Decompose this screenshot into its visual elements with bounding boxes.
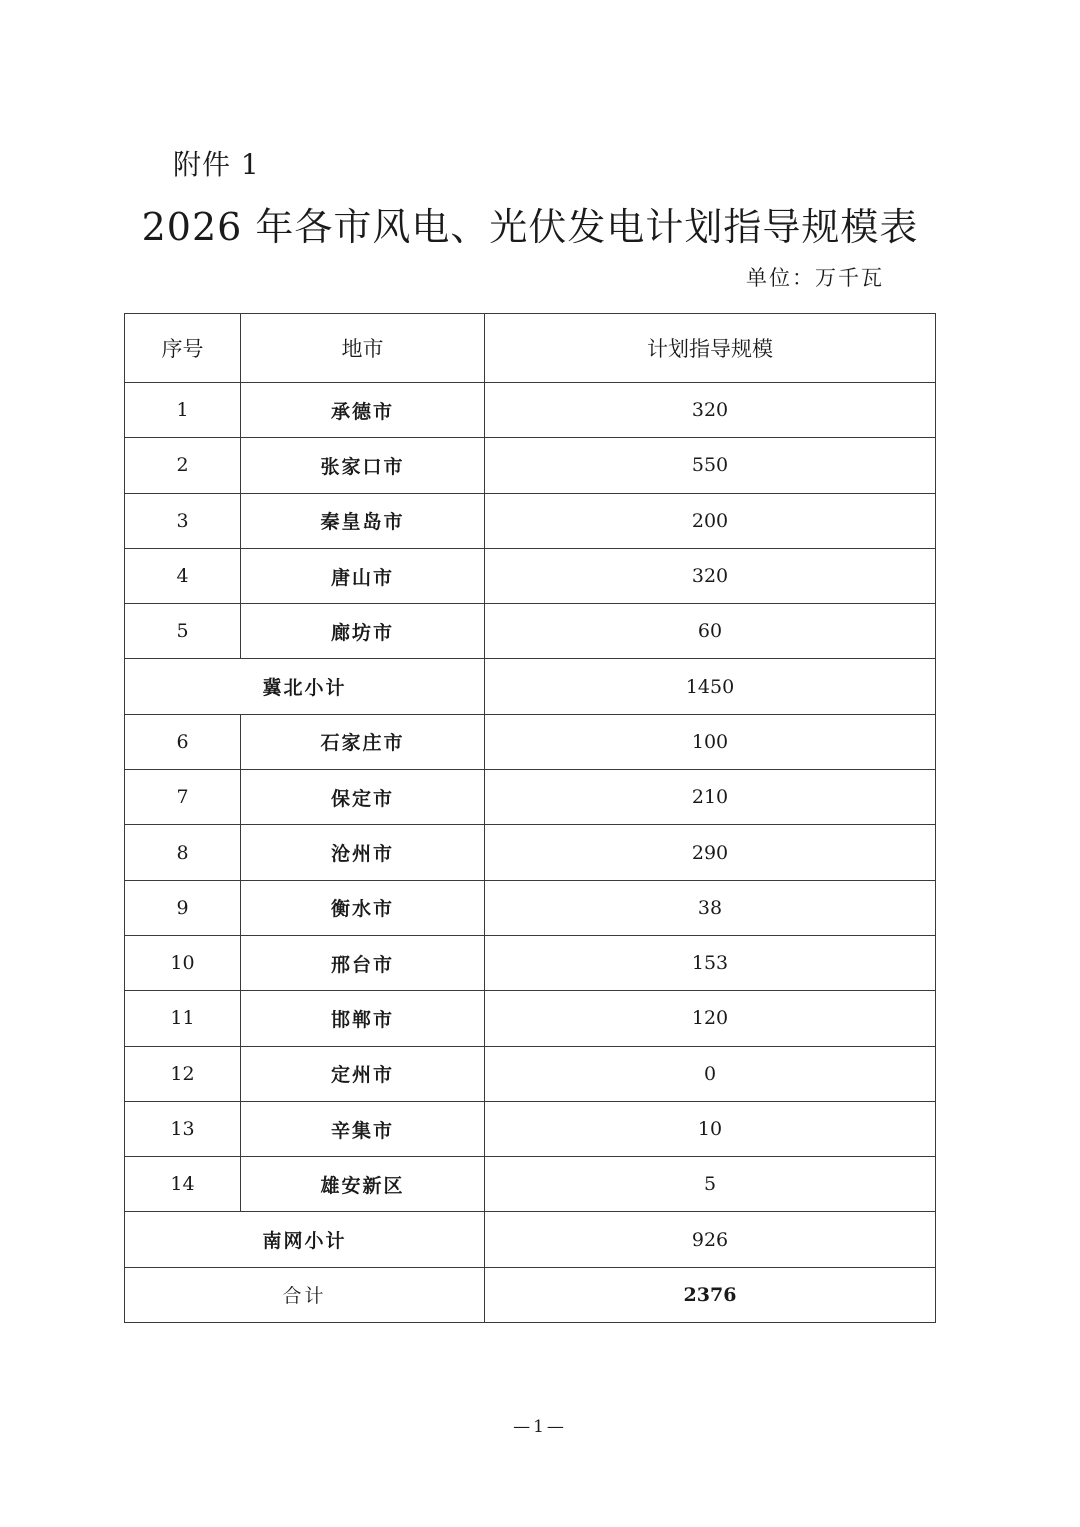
row-city: 廊坊市 xyxy=(241,604,485,659)
table-row xyxy=(125,1157,936,1212)
row-value: 10 xyxy=(485,1101,936,1156)
row-city: 雄安新区 xyxy=(241,1157,485,1212)
row-city: 石家庄市 xyxy=(241,714,485,769)
table-row xyxy=(125,383,936,438)
table-row xyxy=(125,770,936,825)
subtotal-row xyxy=(125,659,936,714)
row-no: 12 xyxy=(125,1046,241,1101)
header-city: 地市 xyxy=(241,314,485,383)
page-number: —1— xyxy=(513,1417,567,1437)
table-row xyxy=(125,714,936,769)
total-value: 2376 xyxy=(485,1267,936,1322)
row-no: 3 xyxy=(125,493,241,548)
row-no: 13 xyxy=(125,1101,241,1156)
row-city: 邯郸市 xyxy=(241,991,485,1046)
table-header-row xyxy=(125,314,936,383)
unit-label: 单位：万千瓦 xyxy=(746,266,884,290)
row-value: 5 xyxy=(485,1157,936,1212)
row-value: 200 xyxy=(485,493,936,548)
subtotal-row xyxy=(125,1212,936,1267)
table-row xyxy=(125,880,936,935)
row-no: 4 xyxy=(125,548,241,603)
row-city: 辛集市 xyxy=(241,1101,485,1156)
row-value: 320 xyxy=(485,548,936,603)
row-no: 7 xyxy=(125,770,241,825)
row-value: 320 xyxy=(485,383,936,438)
document-title: 2026 年各市风电、光伏发电计划指导规模表 xyxy=(141,205,919,249)
row-value: 100 xyxy=(485,714,936,769)
row-no: 10 xyxy=(125,935,241,990)
row-city: 承德市 xyxy=(241,383,485,438)
row-city: 秦皇岛市 xyxy=(241,493,485,548)
row-city: 沧州市 xyxy=(241,825,485,880)
row-no: 2 xyxy=(125,438,241,493)
row-city: 衡水市 xyxy=(241,880,485,935)
total-label: 合计 xyxy=(125,1267,485,1322)
subtotal-label: 南网小计 xyxy=(125,1212,485,1267)
table-row xyxy=(125,548,936,603)
planning-scale-table xyxy=(124,313,936,1323)
row-value: 153 xyxy=(485,935,936,990)
row-city: 张家口市 xyxy=(241,438,485,493)
table-row xyxy=(125,493,936,548)
header-no: 序号 xyxy=(125,314,241,383)
header-scale: 计划指导规模 xyxy=(485,314,936,383)
subtotal-label: 冀北小计 xyxy=(125,659,485,714)
row-value: 38 xyxy=(485,880,936,935)
table-row xyxy=(125,935,936,990)
total-row xyxy=(125,1267,936,1322)
row-no: 11 xyxy=(125,991,241,1046)
row-city: 唐山市 xyxy=(241,548,485,603)
table-body xyxy=(125,383,936,1323)
row-no: 1 xyxy=(125,383,241,438)
table-row xyxy=(125,604,936,659)
row-value: 290 xyxy=(485,825,936,880)
subtotal-value: 926 xyxy=(485,1212,936,1267)
row-city: 邢台市 xyxy=(241,935,485,990)
table-row xyxy=(125,991,936,1046)
row-no: 14 xyxy=(125,1157,241,1212)
table-row xyxy=(125,1101,936,1156)
row-value: 60 xyxy=(485,604,936,659)
row-value: 120 xyxy=(485,991,936,1046)
row-no: 6 xyxy=(125,714,241,769)
table-row xyxy=(125,438,936,493)
row-value: 0 xyxy=(485,1046,936,1101)
row-value: 210 xyxy=(485,770,936,825)
row-no: 9 xyxy=(125,880,241,935)
row-no: 5 xyxy=(125,604,241,659)
row-city: 保定市 xyxy=(241,770,485,825)
table-row xyxy=(125,1046,936,1101)
table-row xyxy=(125,825,936,880)
row-city: 定州市 xyxy=(241,1046,485,1101)
row-no: 8 xyxy=(125,825,241,880)
subtotal-value: 1450 xyxy=(485,659,936,714)
attachment-label: 附件 1 xyxy=(173,148,260,181)
row-value: 550 xyxy=(485,438,936,493)
